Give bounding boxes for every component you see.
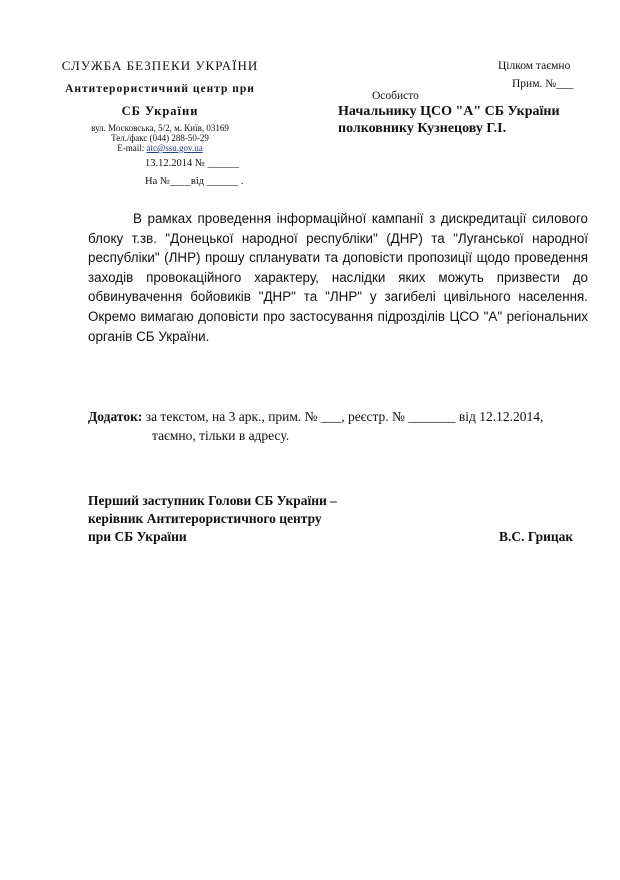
attachment-line (88, 409, 543, 425)
body-line: Окремо вимагаю доповісти про застосування підрозділів ЦСО "А" регіональних (88, 308, 588, 324)
attachment-line-2: таємно, тільки в адресу. (152, 428, 290, 443)
letter-body (88, 209, 588, 346)
attachment-label: Додаток: (88, 409, 143, 424)
recipient-name: полковнику Кузнецову Г.І. (338, 121, 507, 136)
org-address: вул. Московська, 5/2, м. Київ, 03169 (91, 123, 229, 133)
outgoing-date-number: 13.12.2014 № ______ (145, 158, 240, 169)
body-line: заходів провокаційного характеру, наслідки яких можуть призвести до (88, 269, 588, 285)
body-line: республіки" (ЛНР) прошу спланувати та доповісти пропозиції щодо проведення (88, 250, 588, 266)
attachment-details: за текстом, на 3 арк., прим. № ___, реєстр. № _______ від 12.12.2014, (142, 409, 544, 424)
body-line: обвинувачення бойовиків "ДНР" та "ЛНР" у загибелі цивільного населення. (88, 289, 588, 305)
org-subunit: Антитерористичний центр при (65, 83, 255, 95)
incoming-reference: На №____від ______ . (145, 176, 244, 187)
org-email (40, 143, 280, 153)
classification-mark: Цілком таємно (498, 60, 571, 72)
signatory-title-1: Перший заступник Голови СБ України – (88, 493, 337, 508)
copy-number: Прим. №___ (512, 78, 574, 90)
body-line: блоку т.зв. "Донецької народної республіки" (ДНР) та "Луганської народної (88, 230, 588, 246)
signatory-title-2: керівник Антитерористичного центру (88, 511, 322, 526)
org-phone: Тел./факс (044) 288-50-29 (111, 133, 209, 143)
email-link[interactable]: atc@ssu.gov.ua (146, 143, 203, 153)
signatory-name: В.С. Грицак (499, 529, 574, 544)
body-line: В рамках проведення інформаційної кампанії з дискредитації силового (133, 211, 588, 226)
body-line: органів СБ України. (88, 328, 210, 344)
recipient-position: Начальнику ЦСО "А" СБ України (338, 104, 560, 119)
email-label: E-mail: (117, 143, 147, 153)
personal-mark: Особисто (372, 90, 419, 102)
signatory-title-3: при СБ України (88, 529, 187, 544)
org-name: СЛУЖБА БЕЗПЕКИ УКРАЇНИ (61, 58, 259, 73)
org-parent: СБ України (121, 104, 199, 118)
